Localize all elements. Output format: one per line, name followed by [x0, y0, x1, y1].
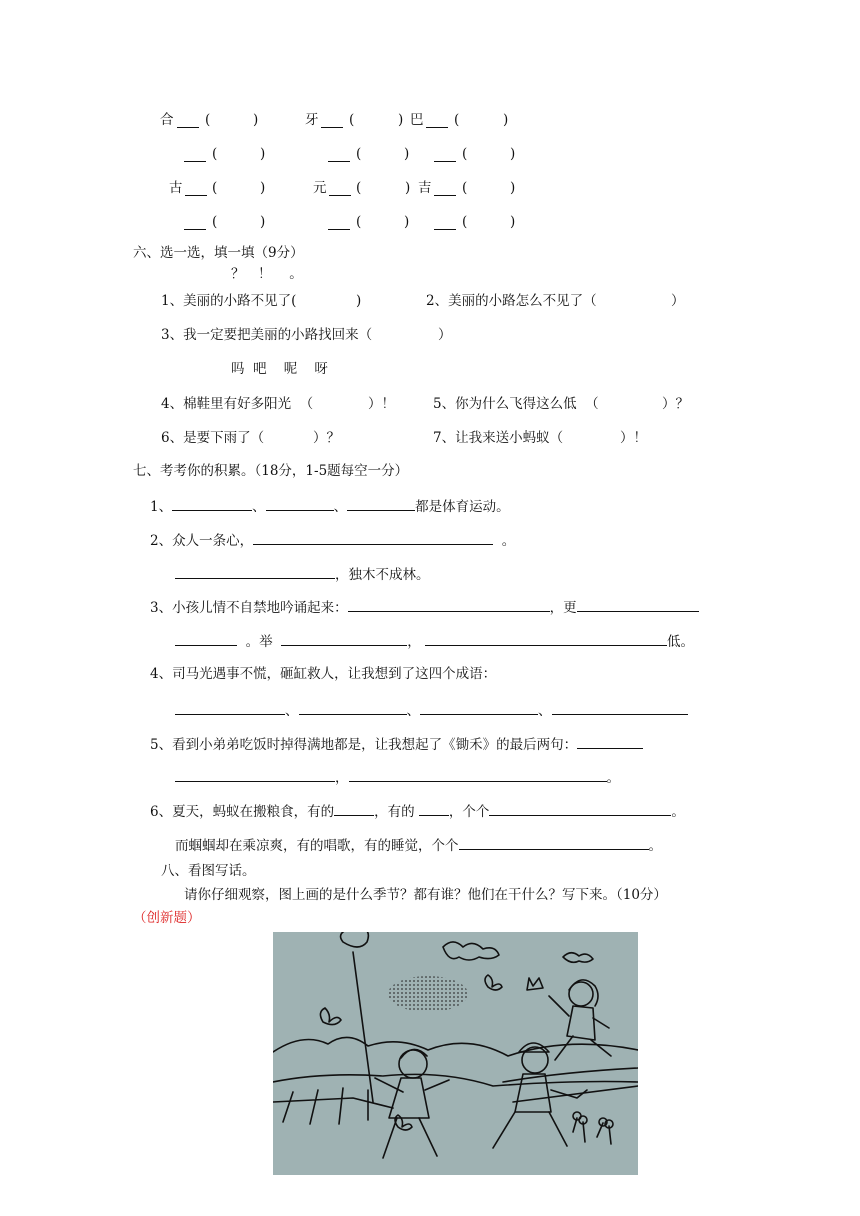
q7-2	[150, 530, 515, 550]
paren-open: (	[212, 214, 218, 230]
paren-close: )	[405, 180, 411, 196]
blank[interactable]	[434, 215, 456, 230]
paren-close: )	[510, 214, 516, 230]
q7-3b-end: 低。	[666, 634, 694, 650]
blank[interactable]	[434, 181, 456, 196]
blank[interactable]	[489, 801, 671, 816]
paren-close: )	[356, 293, 362, 309]
blank[interactable]	[347, 496, 415, 511]
q7-3-text: 3、小孩儿情不自禁地吟诵起来：	[150, 600, 348, 616]
blank[interactable]	[266, 496, 334, 511]
blank[interactable]	[253, 530, 493, 545]
blank[interactable]	[175, 767, 335, 782]
blank[interactable]	[184, 215, 206, 230]
q7-6-end: 。	[671, 804, 685, 820]
blank[interactable]	[426, 113, 448, 128]
section7-title: 七、考考你的积累。（18分，1-5题每空一分）	[133, 463, 409, 479]
paren-open: (	[349, 112, 355, 128]
section8-prompt: 请你仔细观察，图上画的是什么季节？都有谁？他们在干什么？写下来。（10分）	[184, 887, 667, 903]
illustration-drawing	[273, 932, 638, 1175]
q7-4b	[175, 700, 688, 720]
blank[interactable]	[552, 700, 688, 715]
q7-6b-end: 。	[648, 838, 662, 854]
paren-close: ）！	[368, 396, 395, 412]
blank[interactable]	[175, 631, 237, 646]
blank[interactable]	[577, 597, 699, 612]
q6-3: 3、我一定要把美丽的小路找回来（	[161, 327, 373, 343]
paren-close: )	[260, 180, 266, 196]
comma: ，	[407, 634, 421, 650]
blank[interactable]	[281, 631, 407, 646]
sep: 、	[252, 499, 266, 515]
punctuation-options: ？ ！ 。	[231, 266, 303, 282]
section8-title: 八、看图写话。	[161, 863, 256, 879]
innovation-tag: （创新题）	[133, 910, 201, 926]
sep: 、	[538, 703, 552, 719]
blank[interactable]	[321, 113, 343, 128]
paren-close: )	[253, 112, 259, 128]
paren-close: ）？	[662, 396, 689, 412]
paren-close: ）	[671, 293, 685, 309]
q7-3	[150, 597, 699, 617]
char-ji: 吉	[418, 180, 432, 196]
paren-close: )	[398, 112, 404, 128]
q6-5: 5、你为什么飞得这么低 （	[433, 396, 599, 412]
paren-open: (	[462, 214, 468, 230]
blank[interactable]	[420, 700, 538, 715]
blank[interactable]	[348, 597, 550, 612]
blank[interactable]	[419, 801, 449, 816]
q7-4: 4、司马光遇事不慌，砸缸救人，让我想到了这四个成语：	[150, 666, 497, 682]
sep: 、	[333, 499, 348, 515]
blank[interactable]	[172, 496, 252, 511]
blank[interactable]	[299, 700, 407, 715]
paren-close: ）！	[620, 430, 647, 446]
q7-2b-end: ，独木不成林。	[335, 567, 430, 583]
q7-2-text: 2、众人一条心，	[150, 533, 254, 549]
blank[interactable]	[334, 801, 374, 816]
q7-6b-text: 而蝈蝈却在乘凉爽，有的唱歌，有的睡觉，个个	[175, 838, 459, 854]
q7-1	[150, 496, 510, 516]
blank[interactable]	[184, 147, 206, 162]
paren-open: (	[356, 180, 362, 196]
paren-close: )	[503, 112, 509, 128]
blank[interactable]	[185, 181, 207, 196]
blank[interactable]	[349, 767, 607, 782]
char-ya: 牙	[305, 112, 319, 128]
paren-open: (	[205, 112, 211, 128]
q7-2b	[175, 564, 430, 584]
paren-open: (	[212, 146, 218, 162]
q7-6b	[175, 835, 662, 855]
q7-5b	[175, 767, 620, 787]
q7-1-num: 1、	[150, 499, 173, 515]
paren-close: )	[510, 146, 516, 162]
paren-open: (	[212, 180, 218, 196]
q7-1-end: 都是体育运动。	[415, 499, 510, 515]
section6-title: 六、选一选，填一填（9分）	[133, 245, 304, 261]
paren-close: ）？	[313, 430, 340, 446]
q7-3b-mid: 。举	[245, 634, 273, 650]
blank[interactable]	[328, 215, 350, 230]
sep: 、	[406, 703, 420, 719]
paren-close: )	[404, 146, 410, 162]
q7-6-mid2: ，个个	[448, 804, 490, 820]
illustration-picture	[273, 932, 638, 1175]
paren-open: (	[454, 112, 460, 128]
blank[interactable]	[175, 700, 285, 715]
blank[interactable]	[577, 734, 643, 749]
char-gu: 古	[169, 180, 183, 196]
paren-open: (	[462, 146, 468, 162]
q7-5	[150, 734, 643, 754]
blank[interactable]	[328, 147, 350, 162]
blank[interactable]	[329, 181, 351, 196]
particle-options: 吗 吧 呢 呀	[231, 361, 328, 377]
comma: ，	[335, 770, 349, 786]
paren-open: (	[356, 146, 362, 162]
q6-1: 1、美丽的小路不见了(	[161, 293, 297, 309]
char-yuan: 元	[313, 180, 327, 196]
q7-3b	[175, 631, 694, 651]
q7-6	[150, 801, 685, 821]
q7-5b-end: 。	[606, 770, 620, 786]
char-ba: 巴	[410, 112, 424, 128]
paren-close: )	[260, 146, 266, 162]
q7-6-mid: ，有的	[374, 804, 415, 820]
q6-7: 7、让我来送小蚂蚁（	[433, 430, 564, 446]
blank[interactable]	[459, 835, 649, 850]
paren-close: )	[510, 180, 516, 196]
q7-6-text: 6、夏天，蚂蚁在搬粮食，有的	[150, 804, 335, 820]
q7-2-end: 。	[501, 533, 516, 549]
q6-2: 2、美丽的小路怎么不见了（	[426, 293, 597, 309]
blank[interactable]	[175, 564, 335, 579]
char-he: 合	[160, 112, 174, 128]
paren-close: )	[260, 214, 266, 230]
blank[interactable]	[425, 631, 667, 646]
q6-6: 6、是要下雨了（	[161, 430, 265, 446]
q7-5-text: 5、看到小弟弟吃饭时掉得满地都是，让我想起了《锄禾》的最后两句：	[150, 737, 578, 753]
paren-close: )	[404, 214, 410, 230]
q6-4: 4、棉鞋里有好多阳光 （	[161, 396, 314, 412]
q7-3-mid: ，更	[549, 600, 577, 616]
blank[interactable]	[434, 147, 456, 162]
sep: 、	[285, 703, 299, 719]
paren-open: (	[356, 214, 362, 230]
paren-open: (	[462, 180, 468, 196]
blank[interactable]	[177, 113, 199, 128]
paren-close: ）	[438, 327, 452, 343]
